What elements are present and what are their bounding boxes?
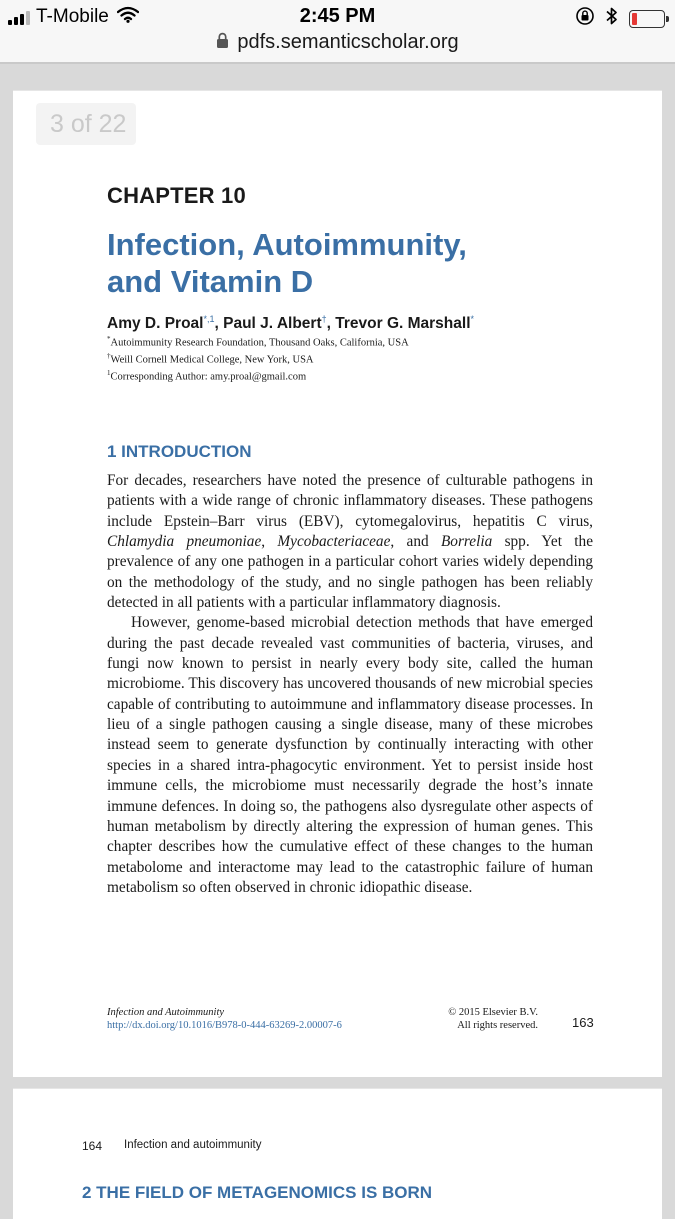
paragraph-1	[107, 471, 593, 613]
affiliation-line	[107, 350, 409, 367]
bluetooth-icon	[605, 6, 619, 31]
rights-text: All rights reserved.	[457, 1020, 538, 1031]
author-name: Trevor G. Marshall	[335, 315, 471, 333]
section-heading-metagenomics: 2 THE FIELD OF METAGENOMICS IS BORN	[82, 1183, 433, 1202]
chapter-title	[107, 226, 527, 300]
author-name: Amy D. Proal	[107, 315, 204, 333]
author-mark: †	[321, 314, 327, 324]
page-number: 164	[82, 1139, 103, 1153]
author-separator: ,	[214, 315, 224, 333]
page-counter-badge: 3 of 22	[36, 103, 136, 145]
affiliation-mark: 1	[107, 369, 111, 377]
chapter-label: CHAPTER 10	[107, 183, 246, 208]
address-bar[interactable]	[0, 30, 675, 62]
clock: 2:45 PM	[299, 5, 376, 27]
orientation-lock-icon	[575, 6, 595, 31]
affiliation-mark: *	[107, 335, 111, 343]
affiliation-line	[107, 333, 409, 350]
affiliations	[107, 333, 409, 384]
text-run: spp. Yet the prevalence of any one pathogen in a particular cohort varies widely depending on the methodology of the study, and no single pathogen has been reliably detected in all patients with a particular inflammatory diagnosis.	[107, 533, 593, 612]
affiliation-text: Autoimmunity Research Foundation, Thousand Oaks, California, USA	[110, 337, 409, 349]
paragraph-2: However, genome-based microbial detection methods that have emerged during the past decade revealed vast communities of bacteria, viruses, and fungi now known to persist in nearly every body site, called the human microbiome. This discovery has uncovered thousands of new microbial species capable of contributing to autoimmune and inflammatory disease processes. In lieu of a single pathogen causing a single disease, many of these microbes instead seem to generate dysfunction by continually interacting with other species in a shared intra-phagocytic environment. Yet to persist inside host immune cells, the microbiome must necessarily degrade the host’s innate immune defences. In doing so, the pathogens also dysregulate other aspects of human metabolism by directly altering the expression of human genes. This chapter describes how the cumulative effect of these changes to the human metabolome and interactome may lead to the catastrophic failure of human metabolism so often observed in chronic idiopathic disease.	[107, 614, 593, 896]
author-separator: ,	[326, 315, 336, 333]
page-footer-copyright	[420, 1006, 538, 1032]
book-title: Infection and Autoimmunity	[107, 1007, 225, 1018]
chapter-title-line-1: Infection, Autoimmunity,	[107, 227, 467, 262]
running-head: Infection and autoimmunity	[124, 1139, 262, 1151]
copyright-text: © 2015 Elsevier B.V.	[448, 1007, 538, 1018]
affiliation-text: Weill Cornell Medical College, New York, USA	[110, 354, 314, 366]
status-bar	[0, 0, 675, 34]
author-list	[107, 314, 474, 333]
affiliation-mark: †	[107, 352, 111, 360]
text-run: For decades, researchers have noted the presence of culturable pathogens in patients with a wide range of chronic inflammatory diseases. These pathogens include Epstein–Barr virus (EBV), cytomegalovirus, hepatitis C virus,	[107, 472, 593, 530]
section-heading-introduction: 1 INTRODUCTION	[107, 442, 252, 461]
author-mark: *,1	[203, 314, 215, 324]
page-number: 163	[572, 1015, 594, 1030]
text-run: , and	[390, 533, 441, 551]
chapter-title-line-2: and Vitamin D	[107, 264, 314, 299]
text-run: ,	[261, 533, 278, 551]
lock-icon	[216, 32, 229, 54]
carrier-name: T-Mobile	[36, 6, 109, 27]
affiliation-text: Corresponding Author: amy.proal@gmail.com	[110, 371, 307, 383]
species-name: Mycobacteriaceae	[277, 533, 391, 551]
body-text	[107, 471, 593, 898]
author-name: Paul J. Albert	[223, 315, 322, 333]
author-mark: *	[470, 314, 475, 324]
url-text[interactable]: pdfs.semanticscholar.org	[237, 31, 459, 53]
battery-icon	[629, 10, 665, 28]
doi-link[interactable]: http://dx.doi.org/10.1016/B978-0-444-63269-2.00007-6	[107, 1020, 342, 1031]
species-name: Chlamydia pneumoniae	[107, 533, 262, 551]
species-name: Borrelia	[440, 533, 493, 551]
toolbar-divider	[0, 62, 675, 64]
affiliation-line	[107, 367, 409, 384]
page-footer-citation	[107, 1006, 342, 1032]
